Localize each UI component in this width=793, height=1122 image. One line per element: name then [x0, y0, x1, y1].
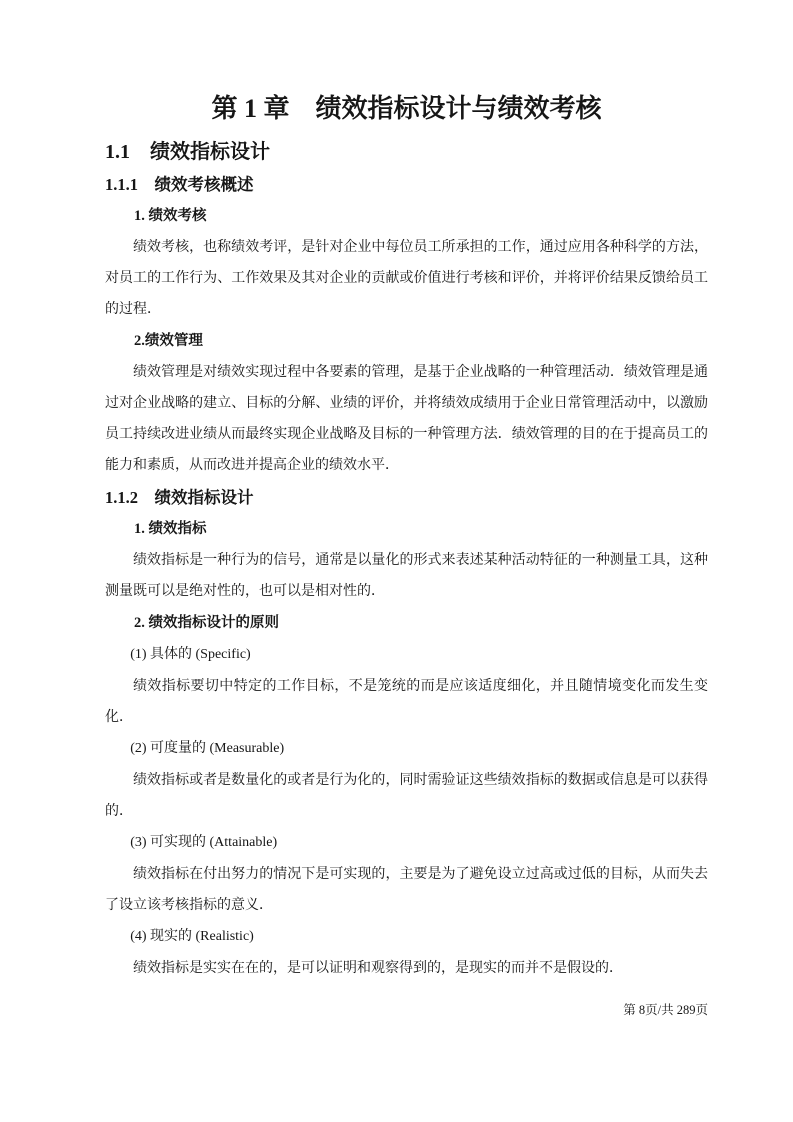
principle-label-measurable: (2) 可度量的 (Measurable): [130, 741, 285, 756]
paragraph-principle-measurable: 绩效指标或者是数量化的或者是行为化的，同时需验证这些绩效指标的数据或信息是可以获得的．: [105, 773, 708, 819]
subheading-performance-appraisal: 1. 绩效考核: [134, 208, 207, 224]
subheading-performance-indicator: 1. 绩效指标: [134, 521, 207, 537]
paragraph-principle-attainable: 绩效指标在付出努力的情况下是可实现的，主要是为了避免设立过高或过低的目标，从而失去了设立该考核指标的意义．: [105, 867, 708, 913]
paragraph-principle-realistic: 绩效指标是实实在在的，是可以证明和观察得到的，是现实的而并不是假设的．: [133, 961, 623, 976]
paragraph-performance-indicator: 绩效指标是一种行为的信号，通常是以量化的形式来表述某种活动特征的一种测量工具，这种测量既可以是绝对性的，也可以是相对性的．: [105, 553, 708, 599]
page-number-indicator: 第 8页/共 289页: [623, 1003, 708, 1017]
section-heading-1-1-2: 1.1.2 绩效指标设计: [105, 488, 254, 507]
principle-label-specific: (1) 具体的 (Specific): [130, 647, 251, 662]
paragraph-principle-specific: 绩效指标要切中特定的工作目标，不是笼统的而是应该适度细化，并且随情境变化而发生变化．: [105, 679, 708, 725]
paragraph-performance-appraisal: 绩效考核，也称绩效考评，是针对企业中每位员工所承担的工作，通过应用各种科学的方法，对员工的工作行为、工作效果及其对企业的贡献或价值进行考核和评价，并将评价结果反馈给员工的过程．: [105, 240, 708, 317]
subheading-performance-management: 2.绩效管理: [134, 333, 203, 349]
chapter-title: 第 1 章 绩效指标设计与绩效考核: [211, 94, 602, 123]
section-heading-1-1: 1.1 绩效指标设计: [105, 141, 270, 163]
section-heading-1-1-1: 1.1.1 绩效考核概述: [105, 175, 254, 194]
paragraph-performance-management: 绩效管理是对绩效实现过程中各要素的管理，是基于企业战略的一种管理活动．绩效管理是通过对企业战略的建立、目标的分解、业绩的评价，并将绩效成绩用于企业日常管理活动中，以激励员工持续改进业绩从而最终实现企业战略及目标的一种管理方法．绩效管理的目的在于提高员工的能力和素质，从而改进并提高企业的绩效水平．: [105, 365, 708, 473]
subheading-design-principles: 2. 绩效指标设计的原则: [134, 615, 279, 631]
principle-label-attainable: (3) 可实现的 (Attainable): [130, 835, 278, 850]
principle-label-realistic: (4) 现实的 (Realistic): [130, 929, 254, 944]
